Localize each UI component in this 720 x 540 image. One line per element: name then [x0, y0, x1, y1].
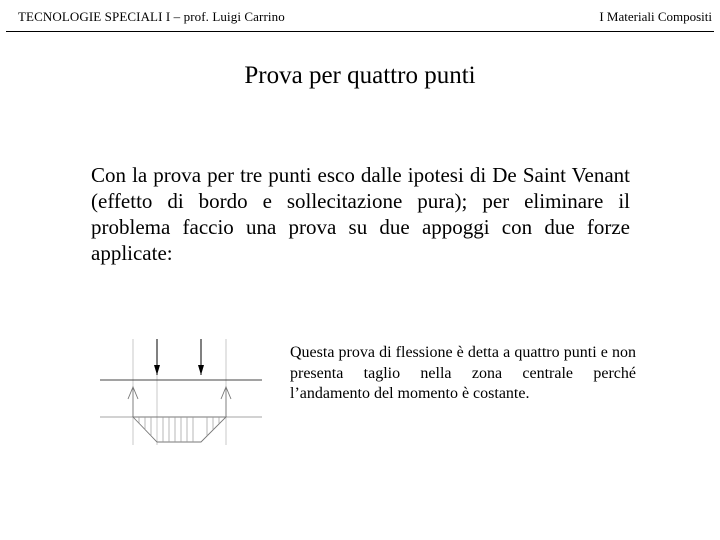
- moment-diagram-hatching: [139, 417, 219, 442]
- header-divider: [6, 31, 714, 32]
- force-arrowhead-right: [198, 365, 204, 375]
- intro-paragraph: Con la prova per tre punti esco dalle ipotesi di De Saint Venant (effetto di bordo e sollecitazione pura); per eliminare il problema faccio una prova su due appoggi con due forze applicate:: [91, 163, 630, 265]
- description-paragraph: Questa prova di flessione è detta a quattro punti e non presenta taglio nella zona centrale perché l’andamento del momento è costante.: [290, 344, 636, 402]
- force-arrowhead-left: [154, 365, 160, 375]
- header-right-text: I Materiali Compositi: [599, 9, 712, 24]
- moment-diagram-outline: [133, 417, 226, 442]
- header-left-text: TECNOLOGIE SPECIALI I – prof. Luigi Carrino: [18, 9, 285, 24]
- slide-title: Prova per quattro punti: [244, 62, 476, 89]
- four-point-bending-diagram: [95, 335, 265, 450]
